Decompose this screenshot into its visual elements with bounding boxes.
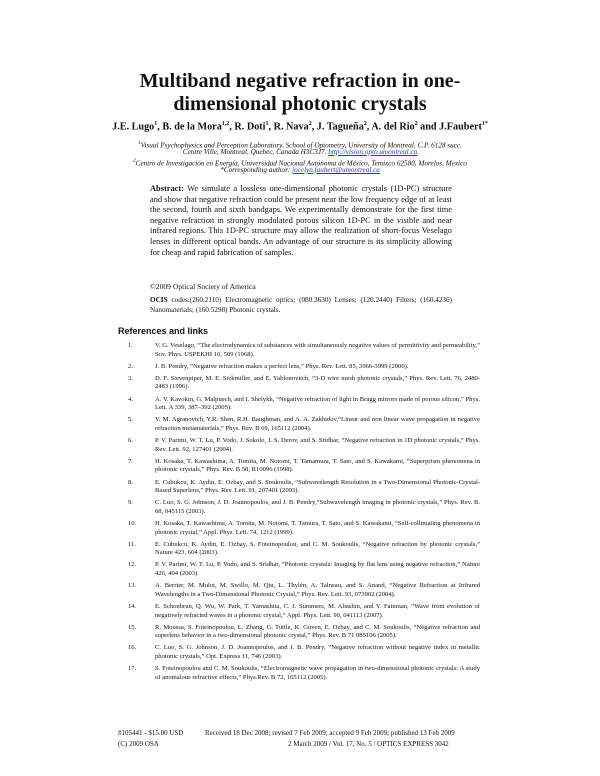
- reference-text: P. V. Parimi, W. T. Lu, P. Vodo, J. Sokolo, J. S. Derov, and S. Sridhar, “Negative refraction in 1D photonic crystals,” Phys. Rev. Lett. 92, 127401 (2004).: [155, 437, 480, 453]
- reference-item: [128, 582, 480, 599]
- author-name: J.Faubert: [439, 121, 482, 133]
- author-name: B. de la Mora: [162, 121, 222, 133]
- reference-item: [128, 561, 480, 578]
- reference-text: E. Schonbrun, Q. Wu, W. Park, T. Yamashita, C. J. Summers, M. Abashin, and Y. Fainman, “Wave front evolution of negatively refracted waves in a photonic crystal,” Appl. Phys. Lett. 90, 041113 (2007).: [155, 602, 480, 619]
- reference-item: [128, 458, 480, 475]
- reference-number: 8.: [128, 478, 133, 486]
- reference-number: 1.: [128, 342, 133, 349]
- title-line-2: dimensional photonic crystals: [173, 93, 427, 115]
- reference-number: 5.: [128, 416, 133, 424]
- ocis-text: codes:(260.2110) Electromagnetic optics; (080.3630) Lenses; (120.2440) Filters; (160.4236) Nanomaterials; (160.5298) Photonic crystals.: [150, 296, 453, 314]
- affiliation-1-line-2: [40, 148, 560, 157]
- ocis-codes: [150, 296, 452, 315]
- author-sup: 1,2: [221, 121, 230, 127]
- author-name: R. Doti: [234, 121, 266, 133]
- affiliation-sup: 1: [138, 141, 141, 146]
- reference-text: V. G. Veselago, “The electrodynamics of substances with simultaneously negative values of permittivity and permeability,” Sov. Phys. USPEKHI 10, 509 (1968).: [155, 342, 480, 358]
- lab-website-link[interactable]: http://vision.opto.umontreal.ca: [328, 148, 418, 156]
- reference-number: 17.: [128, 665, 137, 673]
- reference-text: P. V. Parimi, W. T. Lu, P. Vodo, and S. Sridhar, “Photonic crystals: Imaging by flat lens using negative refraction,” Nature 426, 404 (2003).: [155, 561, 480, 578]
- paper-title: [90, 70, 510, 116]
- reference-text: V. M. Agranovich, Y.R. Shen, R.H. Baughman, and A. A. Zakhidov,“Linear and non linear wave propagation in negative refraction metamaterials,” Phys. Rev. B 69, 165112 (2004).: [155, 416, 480, 432]
- abstract-text: We simulate a lossless one-dimensional photonic crystals (1D-PC) structure and show that negative refraction could be present near the low frequency edge of at least the second, fourth and sixth bandgaps. We experimentally demonstrate for the first time negative refraction in strongly modulated porous silicon 1D-PC in the visible and near infrared regions. This 1D-PC structure may allow the realization of short-focus Veselago lenses in different optical bands. An advantage of our structure is its simplicity allowing for cheap and rapid fabrication of samples.: [150, 184, 452, 257]
- reference-number: 11.: [128, 540, 136, 548]
- reference-item: [128, 665, 480, 682]
- affiliation-text: Centro de Investigación en Energía, Universidad Nacional Autónoma de México, Temixco 62580, Morelos, Mexico: [135, 159, 467, 168]
- reference-text: R. Moussa, S. Foteinopoulou, L. Zhang, G. Tuttle, K. Guven, E. Ozbay, and C. M. Soukoulis, “Negative refraction and superlens behavior in a two-dimensional photonic crystal,” Phys. Rev. B 71 085106 (2005).: [155, 623, 480, 640]
- author-name: J.E. Lugo: [112, 121, 155, 133]
- reference-number: 10.: [128, 520, 137, 528]
- reference-item: [128, 499, 480, 516]
- corresponding-author: [40, 166, 560, 175]
- author-sup: 1: [265, 121, 269, 127]
- author-sup: 1: [154, 121, 158, 127]
- reference-number: 4.: [128, 395, 133, 403]
- reference-text: E. Cubukcu, K. Aydin, E. Ozbay, S. Foteinopoulou, and C. M. Soukoulis, “Negative refraction by photonic crystals,” Nature 423, 604 (2003).: [155, 540, 480, 557]
- reference-item: [128, 479, 480, 496]
- reference-number: 14.: [128, 602, 137, 610]
- reference-number: 12.: [128, 561, 137, 569]
- copyright-notice: ©2009 Optical Society of America: [150, 282, 256, 291]
- reference-item: [128, 644, 480, 661]
- abstract-label: Abstract:: [150, 184, 184, 193]
- reference-text: H. Kosaka, T. Kawashima, A. Tomita, M. Notomi, T. Tamamura, T. Sato, and S. Kawakami, “Superprism phenomena in photonic crystals,” Phys. Rev. B 58, R10096 (1998).: [155, 457, 480, 474]
- affiliation-text: Visual Psychophysics and Perception Laboratory, School of Optometry, University of Montreal, C.P. 6128 succ.: [140, 141, 462, 150]
- author-sup: 2: [363, 121, 367, 127]
- title-line-1: Multiband negative refraction in one-: [139, 70, 461, 92]
- ocis-label: OCIS: [150, 296, 168, 304]
- reference-item: [128, 375, 480, 392]
- corresponding-email-link[interactable]: jocelyn.faubert@umontreal.ca: [292, 166, 380, 174]
- reference-number: 15.: [128, 623, 137, 631]
- reference-item: [128, 624, 480, 641]
- references-heading: References and links: [118, 326, 209, 336]
- reference-number: 16.: [128, 644, 137, 652]
- footer-price: #105441 - $15.00 USD: [118, 729, 184, 737]
- reference-item: [128, 342, 480, 359]
- reference-list: [128, 342, 480, 686]
- reference-item: [128, 541, 480, 558]
- affiliation-sup: 2: [133, 159, 136, 164]
- reference-text: H. Kosaka, T. Kawashima, A. Tomita, M. Notomi, T. Tamura, T. Sato, and S. Kawakami, “Self-collimating phenomena in photonic crystal,” Appl. Phys. Lett. 74, 1212 (1999).: [155, 520, 480, 536]
- reference-text: D. F. Sievenpiper, M. E. Sickmiller, and E. Yablonovitch, “3-D wire mesh photonic crystals,” Phys. Rev. Lett. 76, 2480-2483 (1996).: [155, 374, 480, 391]
- reference-number: 6.: [128, 437, 133, 445]
- author-sup: 2: [414, 121, 418, 127]
- reference-number: 7.: [128, 457, 133, 465]
- reference-item: [128, 396, 480, 413]
- reference-text: J. B. Pendry, “Negative refraction makes a perfect lens,” Phys. Rev. Lett. 85, 3966-3999 (2000).: [155, 362, 409, 370]
- reference-item: [128, 437, 480, 454]
- author-name: R. Nava: [273, 121, 309, 133]
- author-list: J.E. Lugo$^1$, B. de la Mora$^{1,2}$, R. Doti$^1$, R. Nava$^2$, J. Tagueña$^2$, A. del Rio$^2$ and J.Faubert$^{1*}$: [112, 121, 488, 133]
- reference-item: [128, 363, 480, 372]
- affiliation-address: Centre Ville, Montreal, Quebec, Canada H3C3J7.: [182, 148, 327, 156]
- reference-item: [128, 416, 480, 433]
- corresponding-label: *Corresponding author:: [220, 166, 291, 174]
- author-sup: 1*: [481, 121, 488, 127]
- footer-copyright: (C) 2009 OSA: [118, 740, 159, 748]
- reference-text: C. Luo, S. G. Johnson, J. D. Joannopoulos, and J. B. Pendry,“Subwavelength imaging in photonic crystals,” Phys. Rev. B. 68, 045115 (2003).: [155, 499, 480, 515]
- reference-text: A. V. Kavokin, G. Malpuech, and I. Shelykh, “Negative refraction of light in Bragg mirrors made of porous silicon,” Phys. Lett. A 339, 387–392 (2005).: [155, 395, 480, 412]
- author-sup: 2: [308, 121, 312, 127]
- reference-text: A. Berrier, M. Mulot, M. Swillo, M. Qiu, L. Thylén, A. Talneau, and S. Anand, “Negative Refraction at Infrared Wavelengths in a Two-Dimensional Photonic Crystal,” Phys. Rev. Lett. 93, 073902 (2004).: [155, 582, 480, 598]
- abstract: [150, 184, 452, 258]
- footer-journal-info: 2 March 2009 / Vol. 17, No. 5 / OPTICS EXPRESS 3042: [288, 740, 449, 748]
- reference-text: C. Luo, S. G. Johnson, J. D. Joannopoulos, and J. B. Pendry, “Negative refraction without negative index in metallic photonic crystals,” Opt. Express 11, 746 (2003).: [155, 644, 480, 661]
- reference-number: 2.: [128, 362, 133, 370]
- reference-text: E. Cubukcu, K. Aydin, E. Ozbay, and S. Soukoulis, “Subwavelength Resolution in a Two-Dimensional Photonic-Crystal-Based Superlens,” Phys. Rev. Lett. 91, 207401 (2003).: [155, 478, 480, 495]
- reference-item: [128, 603, 480, 620]
- footer-received-dates: Received 18 Dec 2008; revised 7 Feb 2009; accepted 9 Feb 2009; published 13 Feb 2009: [205, 729, 455, 737]
- reference-text: S. Foteinopoulou and C. M. Soukoulis, “Electromagnetic wave propagation in two-dimensional photonic crystals: A study of anomalous refractive effects,” Phys.Rev. B 72, 165112 (2005).: [155, 665, 480, 681]
- reference-number: 13.: [128, 582, 137, 590]
- author-name: J. Tagueña: [316, 121, 364, 133]
- reference-number: 3.: [128, 374, 133, 382]
- reference-item: [128, 520, 480, 537]
- reference-number: 9.: [128, 499, 133, 507]
- author-name: A. del Rio: [371, 121, 415, 133]
